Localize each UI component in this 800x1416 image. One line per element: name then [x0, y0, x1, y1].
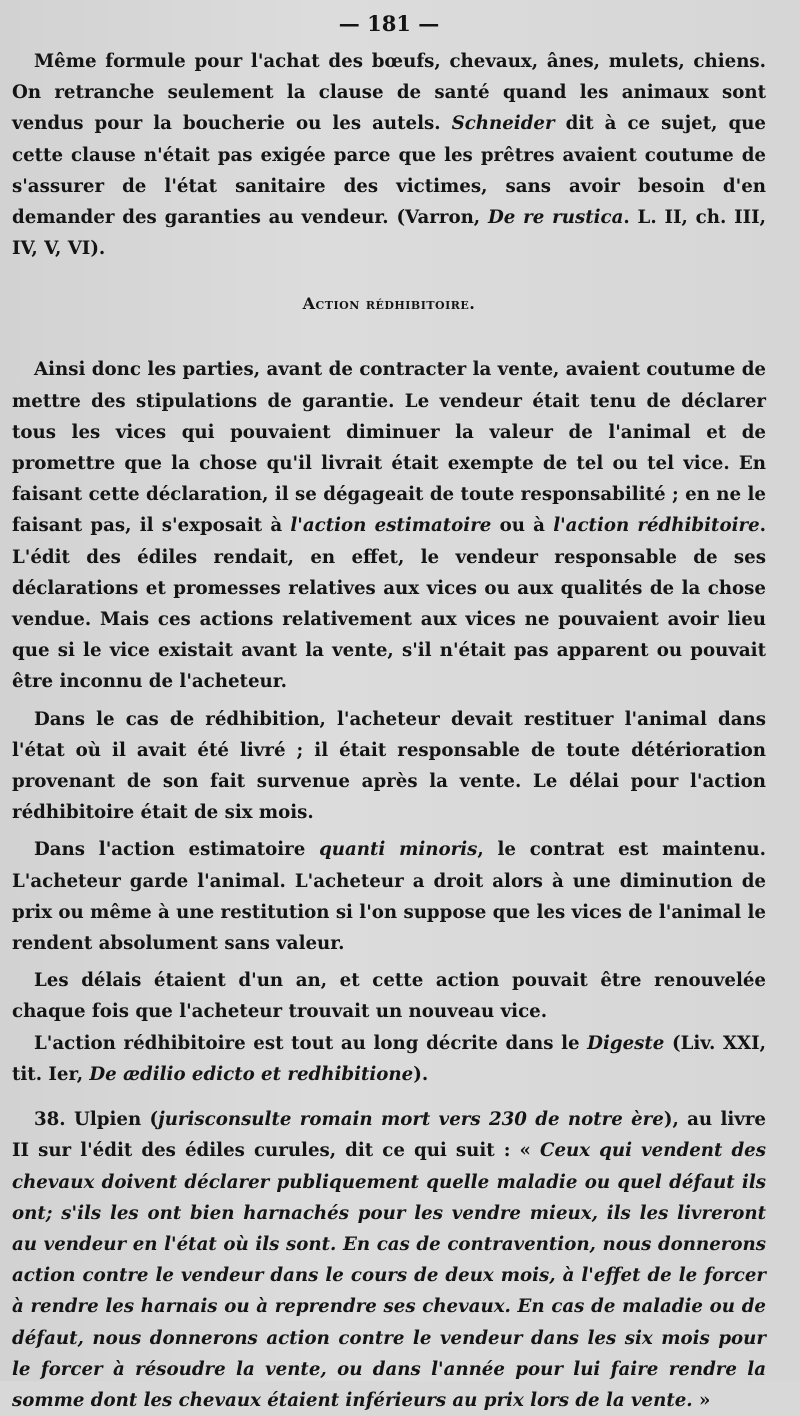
text-run: dit à ce sujet, que cette clause n'était pas exigée parce que les prêtres avaient coutume de s'assurer de l'état sanitaire des victimes, sans avoir besoin d'en demander des garanties au vendeur. (Varron, [12, 113, 766, 229]
text-run: ). [413, 1063, 429, 1085]
text-run: (Liv. XXI, tit. Ier, [12, 1032, 766, 1085]
text-run: ou à [491, 515, 554, 537]
paragraph-delais: Les délais étaient d'un an, et cette action pouvait être renouvelée chaque fois que l'acheteur trouvait un nouveau vice. [12, 970, 766, 1023]
italic-run: quanti minoris [319, 839, 478, 861]
italic-run: l'action estimatoire [290, 515, 492, 537]
italic-run: Schneider [451, 113, 555, 135]
text-run: 38. Ulpien ( [34, 1109, 159, 1131]
text-run: ), au livre II sur l'édit des édiles curules, dit ce qui suit : « [12, 1109, 766, 1162]
paragraph-ulpien [12, 1104, 766, 1416]
paragraph-digeste [12, 1028, 766, 1090]
italic-run: De ædilio edicto et redhibitione [89, 1063, 414, 1085]
paragraph-stipulations [12, 354, 766, 697]
page-number: — 181 — [338, 11, 440, 36]
text-run: Ainsi donc les parties, avant de contracter la vente, avaient coutume de mettre des stipulations de garantie. Le vendeur était tenu de déclarer tous les vices qui pouvaient diminuer la valeur de l'animal et de promettre que la chose qu'il livrait était exempte de tel ou tel vice. En faisant cette déclaration, il se dégageait de toute responsabilité ; en ne le faisant pas, il s'exposait à [12, 359, 766, 537]
italic-run: Ceux qui vendent des chevaux doivent déclarer publiquement quelle maladie ou quel défaut ils ont; s'ils les ont bien harnachés pour les vendre mieux, ils les livreront au vendeur en l'état où ils sont. En cas de contravention, nous donnerons action contre le vendeur dans le cours de deux mois, à l'effet de le forcer à rendre les harnais ou à reprendre ses chevaux. En cas de maladie ou de défaut, nous donnerons action contre le vendeur dans les six mois pour le forcer à résoudre la vente, ou dans l'année pour lui faire rendre la somme dont les chevaux étaient inférieurs au prix lors de la vente. [12, 1140, 766, 1411]
section-heading: Action rédhibitoire. [302, 294, 476, 314]
italic-run: l'action rédhibitoire [553, 515, 760, 537]
text-run: . L. II, ch. III, IV, V, VI). [12, 207, 767, 260]
italic-run: De re rustica [487, 207, 624, 229]
text-run: Dans l'action estimatoire [34, 839, 320, 861]
italic-run: Digeste [587, 1032, 665, 1054]
paragraph-estimatoire [12, 834, 766, 959]
text-run: L'action rédhibitoire est tout au long décrite dans le [34, 1032, 588, 1054]
paragraph-redhibition: Dans le cas de rédhibition, l'acheteur devait restituer l'animal dans l'état où il avait été livré ; il était responsable de toute détérioration provenant de son fait survenue après la vente. Le délai pour l'action rédhibitoire était de six mois. [12, 708, 766, 824]
text-run: » [692, 1389, 711, 1411]
text-run: , le contrat est maintenu. L'acheteur garde l'animal. L'acheteur a droit alors à une diminution de prix ou même à une restitution si l'on suppose que les vices de l'animal le rendent absolument sans valeur. [12, 839, 766, 955]
text-run: . L'édit des édiles rendait, en effet, le vendeur responsable de ses déclarations et promesses relatives aux vices ou aux qualités de la chose vendue. Mais ces actions relativement aux vices ne pouvaient avoir lieu que si le vice existait avant la vente, s'il n'était pas apparent ou pouvait être inconnu de l'acheteur. [12, 515, 766, 693]
paragraph-formula [12, 46, 766, 264]
italic-run: jurisconsulte romain mort vers 230 de notre ère [158, 1109, 664, 1131]
text-run: Même formule pour l'achat des bœufs, chevaux, ânes, mulets, chiens. On retranche seulement la clause de santé quand les animaux sont vendus pour la boucherie ou les autels. [12, 51, 766, 135]
